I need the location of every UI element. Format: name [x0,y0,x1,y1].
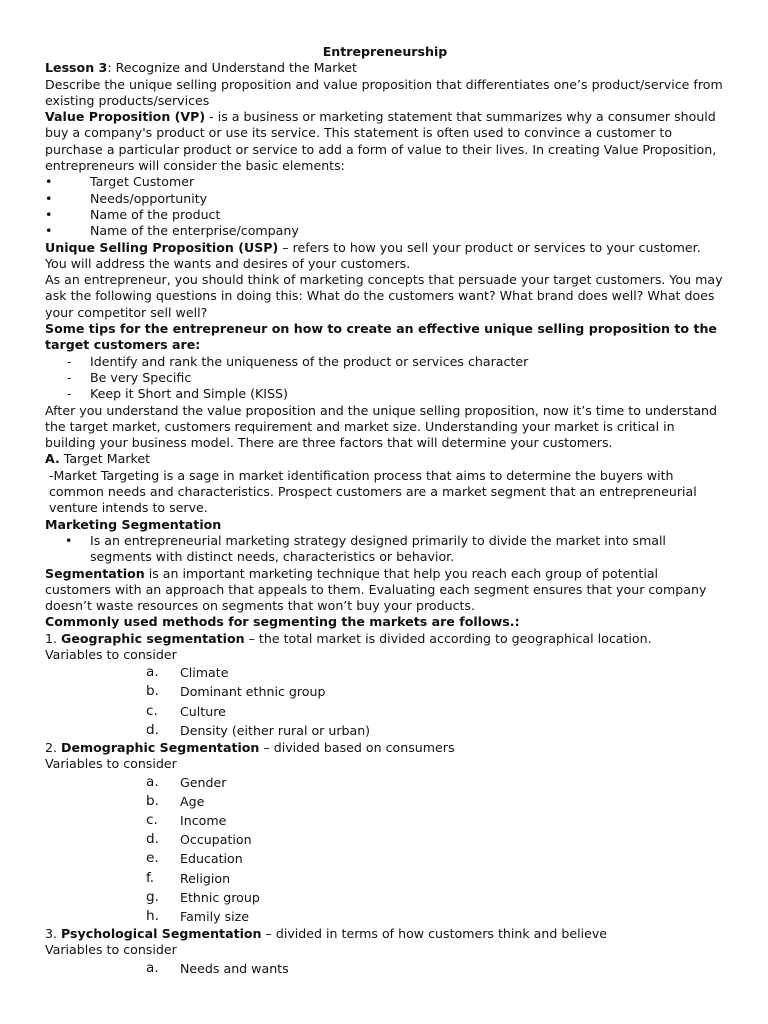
bullet-marker: • [65,532,73,548]
list-item: • Name of the product [45,206,221,222]
list-item: • Target Customer [45,174,195,190]
demographic-list [45,773,725,927]
targeting-paragraph: -Market Targeting is a sage in market identification process that aims to determine the buyers with common needs and characteristics. Prospect customers are a market segment that an entrepreneurial venture intends to serve. [49,467,697,516]
list-item: • Needs/opportunity [45,190,208,206]
list-item: a. Needs and wants [146,959,289,976]
list-item: g. Ethnic group [146,888,260,905]
document-page [45,44,725,978]
bullet-marker: • [45,206,53,222]
usp-body-paragraph: As an entrepreneur, you should think of marketing concepts that persuade your target customers. You may ask the following questions in doing this: What do the customers want? What brand does well? What does your competitor sell well? [45,272,723,320]
psychological-heading: 3. Psychological Segmentation – divided in terms of how customers think and believe [45,926,608,942]
variables-label: Variables to consider [45,756,177,772]
tips-list [45,354,725,403]
vp-text: - is a business or marketing statement that summarizes why a consumer should buy a company's product or use its service. This statement is often used to convince a customer to purchase a particular product or service to add a form of value to their lives. In creating Value Proposition, entrepreneurs will consider the basic elements: [45,109,717,174]
after-paragraph: After you understand the value proposition and the unique selling proposition, now it’s time to understand the target market, customers requirement and market size. Understanding your market is critical in building your business model. There are three factors that will determine your customers. [45,402,718,451]
list-item: - Identify and rank the uniqueness of the product or services character [67,353,529,369]
list-item: a. Gender [146,773,227,790]
list-item: b. Age [146,792,205,809]
list-item: b. Dominant ethnic group [146,683,326,700]
list-item: • Is an entrepreneurial marketing strategy designed primarily to divide the market into small segments with distinct needs, characteristics or behavior. [65,532,666,565]
list-item: - Be very Specific [67,369,192,385]
demographic-heading: 2. Demographic Segmentation – divided based on consumers [45,740,455,756]
lesson-label: Lesson 3 [45,60,108,76]
list-item: h. Family size [146,907,249,924]
list-item: e. Education [146,850,243,867]
list-item: - Keep it Short and Simple (KISS) [67,386,288,402]
variables-label: Variables to consider [45,646,177,662]
geographic-list [45,663,725,740]
segmentation-paragraph: Segmentation is an important marketing technique that help you reach each group of potential customers with an approach that appeals to them. Evaluating each segment ensures that your company doesn’t waste resources on segments that won’t buy your products. [45,565,707,614]
psychological-list [45,959,725,978]
lesson-text: : Recognize and Understand the Market [107,60,357,76]
vp-list [45,174,725,239]
list-item: c. Culture [146,702,226,719]
usp-text: – refers to how you sell your product or services to your customer. You will address the wants and desires of your customers. [45,239,701,271]
bullet-marker: • [45,174,53,190]
dash-marker: - [67,353,72,369]
dash-marker: - [67,369,72,385]
list-item: d. Density (either rural or urban) [146,721,371,738]
bullet-marker: • [45,223,53,239]
list-item: d. Occupation [146,831,252,848]
methods-heading: Commonly used methods for segmenting the markets are follows.: [45,614,520,630]
target-market-heading: A. Target Market [45,451,151,467]
variables-label: Variables to consider [45,942,177,958]
usp-term: Unique Selling Proposition (USP) [45,239,279,255]
usp-paragraph [45,240,725,273]
bullet-marker: • [45,190,53,206]
dash-marker: - [67,386,72,402]
document-title: Entrepreneurship [322,44,448,59]
list-item: a. Climate [146,664,229,681]
segmentation-heading: Marketing Segmentation [45,516,222,532]
lesson-line [45,60,725,76]
vp-paragraph [45,109,725,174]
tips-heading: Some tips for the entrepreneur on how to create an effective unique selling proposition to the target customers are: [45,321,717,353]
list-item: • Name of the enterprise/company [45,223,299,239]
list-item: c. Income [146,812,227,828]
intro-paragraph: Describe the unique selling proposition and value proposition that differentiates one’s product/service from existing products/services [45,76,723,108]
geographic-heading: 1. Geographic segmentation – the total market is divided according to geographical location. [45,630,652,646]
vp-term: Value Proposition (VP) [45,109,206,125]
list-item: f. Religion [146,869,231,886]
